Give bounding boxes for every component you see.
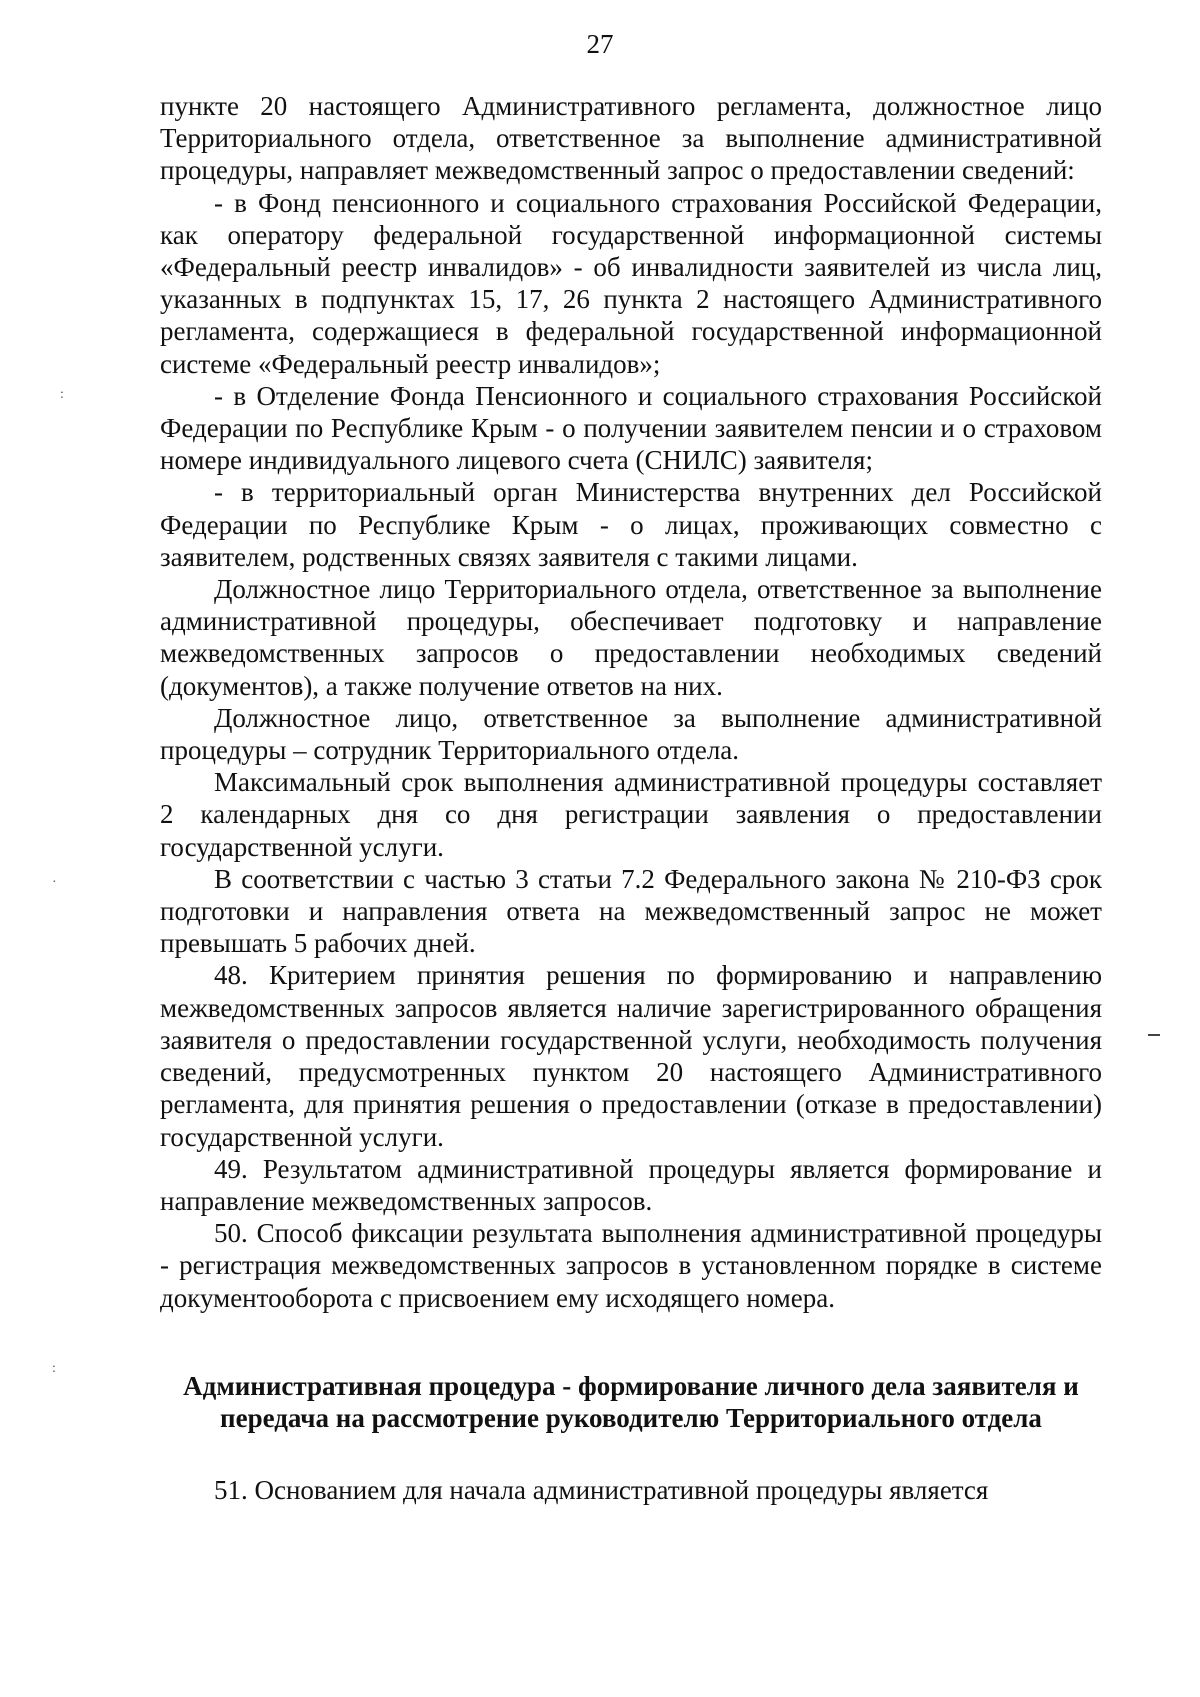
section-heading — [160, 1370, 1102, 1434]
scan-artifact-mark: : — [52, 1361, 56, 1376]
page-number: 27 — [586, 29, 614, 59]
paragraph-50-fixation: 50. Способ фиксации результата выполнения административной процедуры - регистрация межведомственных запросов в установленном порядке в системе документооборота с присвоением ему исходящего номера. — [160, 1218, 1102, 1313]
paragraph-51-basis: 51. Основанием для начала административной процедуры является — [214, 1475, 989, 1506]
section-heading-line-2: передача на рассмотрение руководителю Территориального отдела — [220, 1402, 1042, 1433]
paragraph-interior-ministry: - в территориальный орган Министерства внутренних дел Российской Федерации по Республике Крым - о лицах, проживающих совместно с заявителем, родственных связях заявителя с такими лицами. — [160, 477, 1102, 572]
scan-artifact-mark: · — [52, 875, 57, 890]
paragraph-responsible-official: Должностное лицо, ответственное за выполнение административной процедуры – сотрудник Территориального отдела. — [160, 702, 1102, 766]
scan-artifact-dash — [1148, 1034, 1160, 1036]
paragraph-pension-department: - в Отделение Фонда Пенсионного и социального страхования Российской Федерации по Республике Крым - о получении заявителем пенсии и о страховом номере индивидуального лицевого счета (СНИЛС) заявителя; — [160, 380, 1102, 476]
scan-artifact-mark: : — [60, 387, 64, 402]
document-body — [160, 90, 1102, 1506]
section-heading-line-1: Административная процедура - формирование личного дела заявителя и — [183, 1370, 1079, 1401]
paragraph-response-term: В соответствии с частью 3 статьи 7.2 Федерального закона № 210-ФЗ срок подготовки и направления ответа на межведомственный запрос не может превышать 5 рабочих дней. — [160, 863, 1102, 959]
paragraph-official-duties: Должностное лицо Территориального отдела, ответственное за выполнение административной процедуры, обеспечивает подготовку и направление межведомственных запросов о предоставлении необходимых сведений (документов), а также получение ответов на них. — [160, 574, 1102, 701]
paragraph-48-criterion: 48. Критерием принятия решения по формированию и направлению межведомственных запросов является наличие зарегистрированного обращения заявителя о предоставлении государственной услуги, необходимость получения сведений, предусмотренных пунктом 20 настоящего Административного регламента, для принятия решения о предоставлении (отказе в предоставлении) государственной услуги. — [160, 960, 1102, 1152]
paragraph-pension-fund: - в Фонд пенсионного и социального страхования Российской Федерации, как оператору федеральной государственной информационной системы «Федеральный реестр инвалидов» - об инвалидности заявителей из числа лиц, указанных в подпунктах 15, 17, 26 пункта 2 настоящего Административного регламента, содержащиеся в федеральной государственной информационной системе «Федеральный реестр инвалидов»; — [160, 187, 1102, 379]
paragraph-continuation: пункте 20 настоящего Административного регламента, должностное лицо Территориального отдела, ответственное за выполнение административной процедуры, направляет межведомственный запрос о предоставлении сведений: — [160, 91, 1102, 186]
paragraph-max-term: Максимальный срок выполнения административной процедуры составляет 2 календарных дня со дня регистрации заявления о предоставлении государственной услуги. — [160, 767, 1102, 862]
paragraph-49-result: 49. Результатом административной процедуры является формирование и направление межведомственных запросов. — [160, 1153, 1102, 1216]
